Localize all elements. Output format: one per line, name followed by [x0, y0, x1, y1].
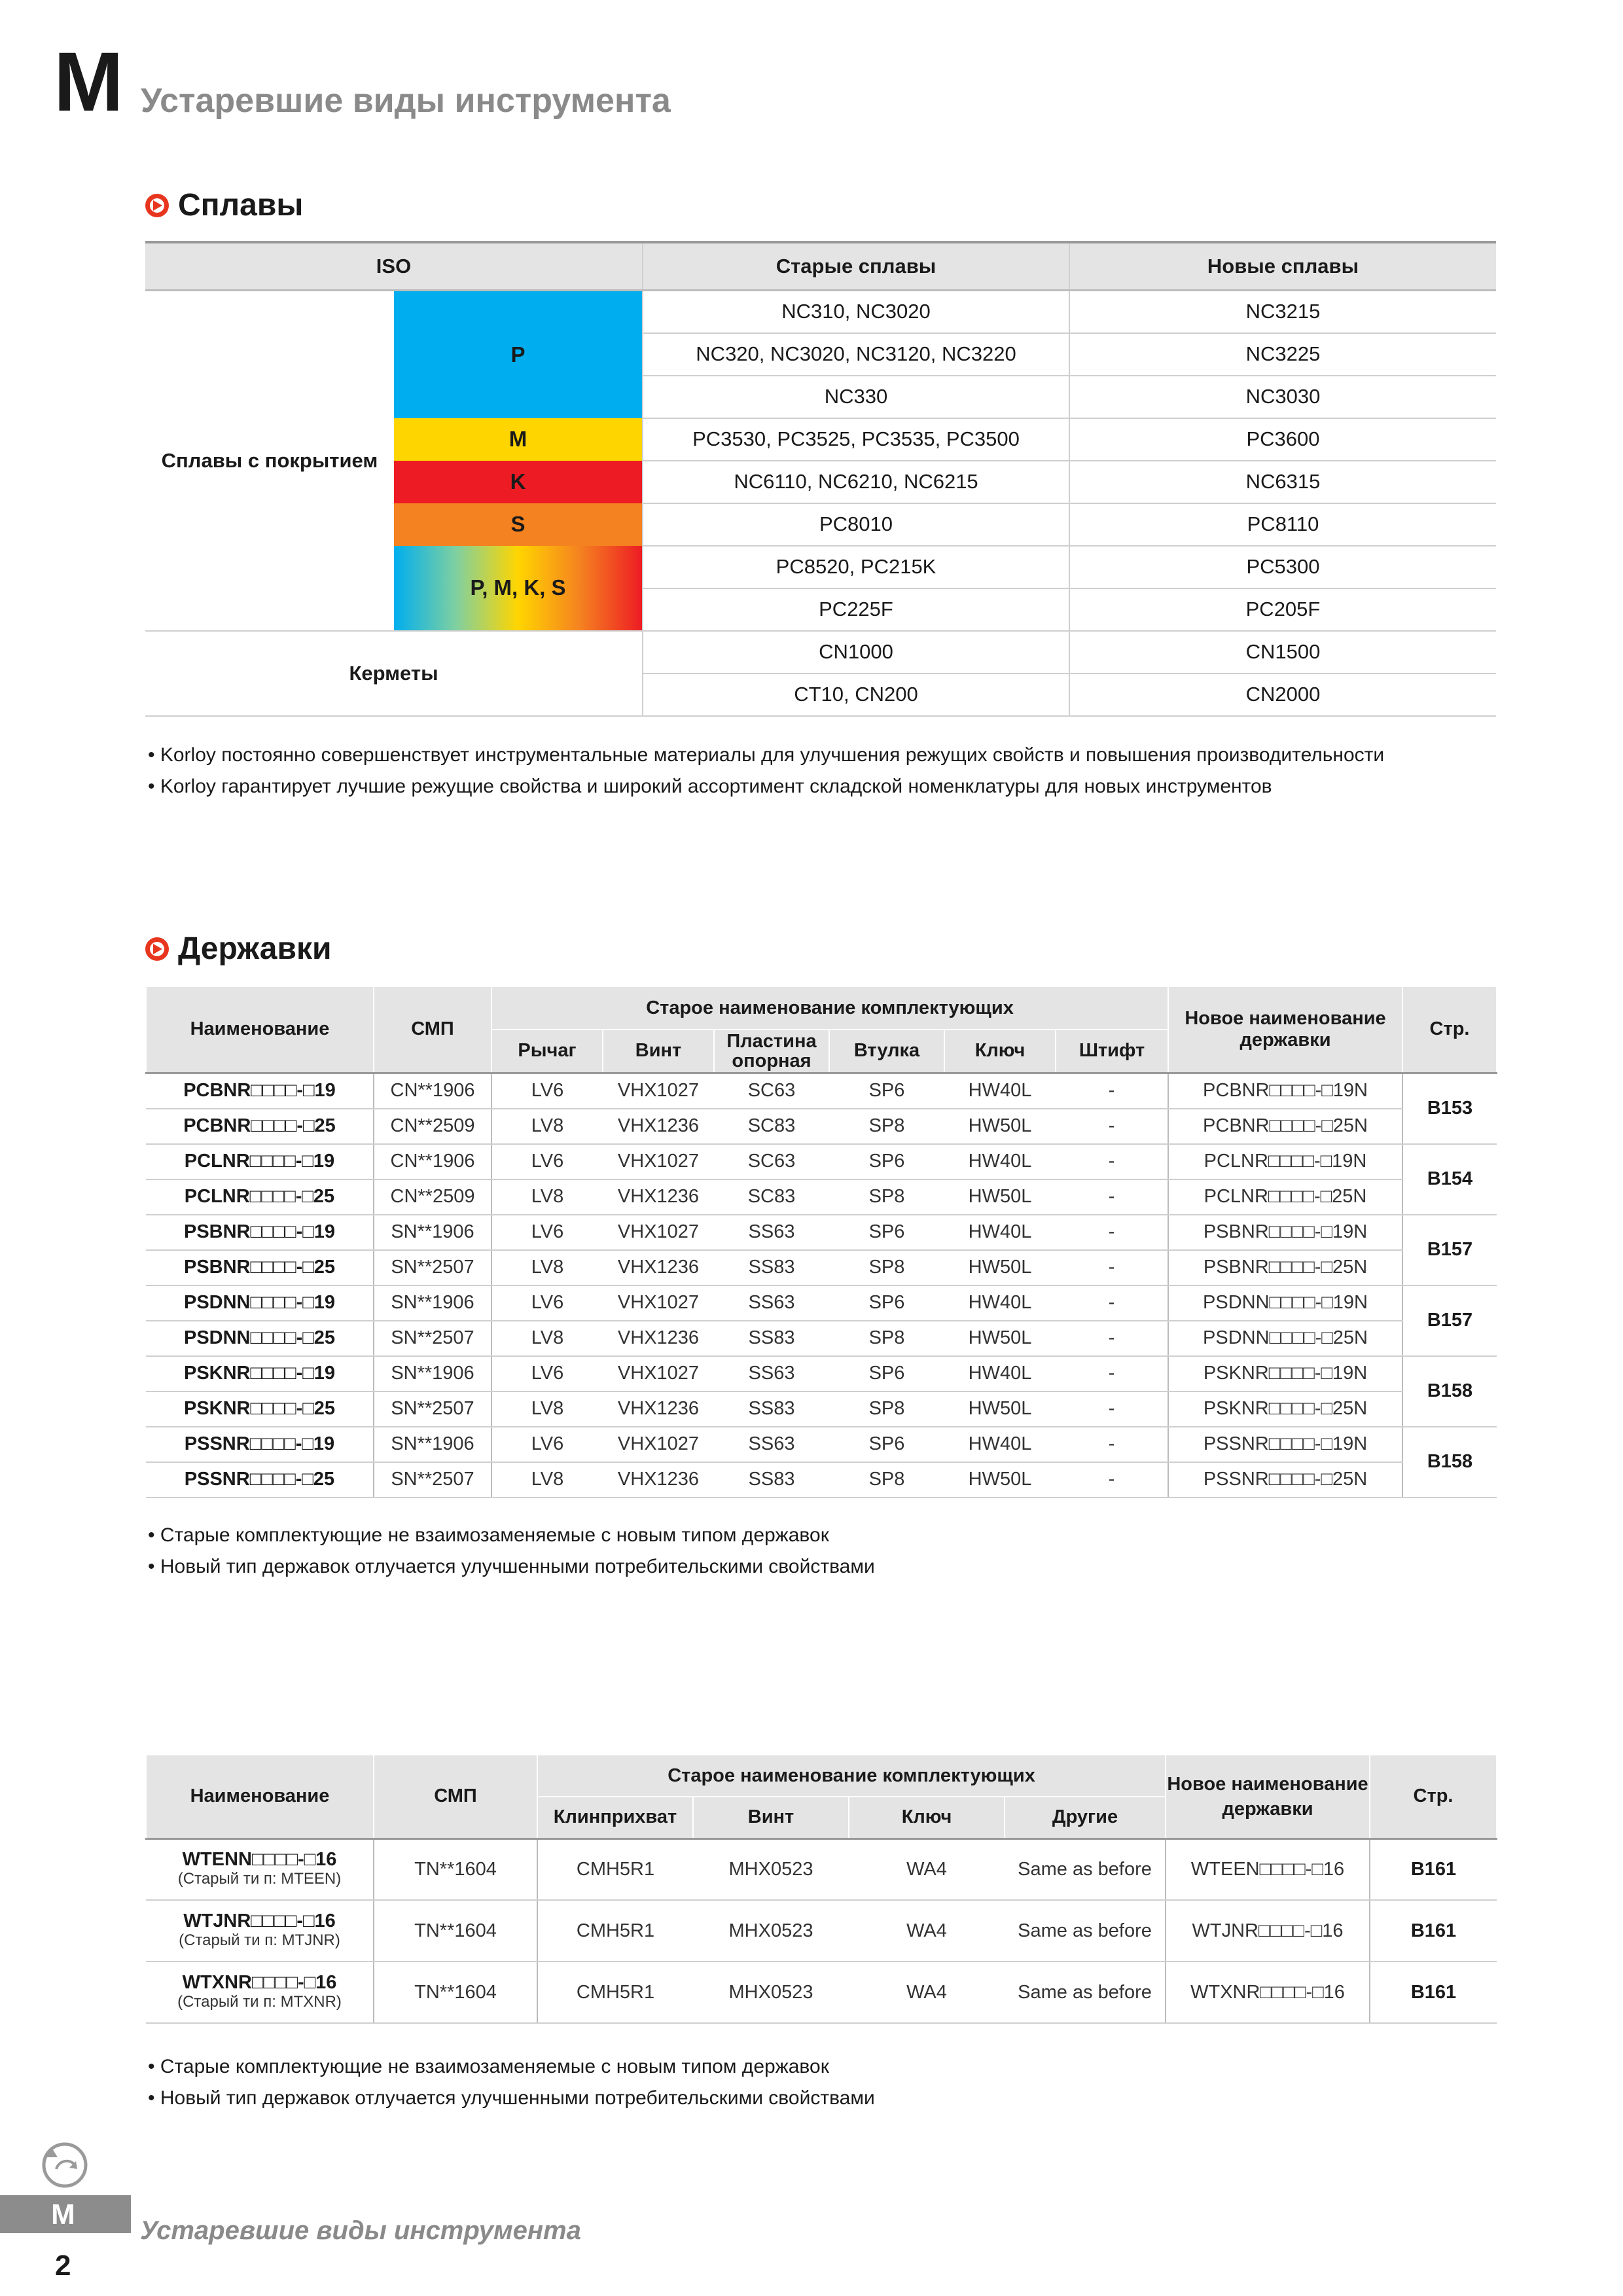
smp-cell: TN**1604 [374, 1900, 537, 1962]
note-line: • Korloy гарантирует лучшие режущие свойства и широкий ассортимент складской номенклатуры для новых инструментов [148, 776, 1272, 797]
other-cell: Same as before [1005, 1900, 1166, 1962]
plate-cell: SC83 [714, 1179, 829, 1215]
page-ref-cell: B161 [1370, 1962, 1497, 2023]
holders-title-text: Державки [178, 931, 332, 966]
old-alloy-cell: PC3530, PC3525, PC3535, PC3500 [643, 418, 1069, 461]
table-row [146, 1144, 1497, 1179]
sleeve-cell: SP6 [829, 1144, 944, 1179]
pin-cell: - [1056, 1073, 1168, 1109]
screw-cell: VHX1027 [603, 1285, 714, 1321]
key-cell: WA4 [849, 1962, 1005, 2023]
plate-cell: SC63 [714, 1144, 829, 1179]
plate-cell: SS63 [714, 1427, 829, 1462]
plate-cell: SS63 [714, 1215, 829, 1250]
section-letter: M [54, 35, 122, 129]
col-pin: Штифт [1056, 1030, 1168, 1073]
screw-cell: MHX0523 [693, 1962, 849, 2023]
lever-cell: LV6 [491, 1427, 603, 1462]
smp-cell: SN**2507 [374, 1250, 491, 1285]
note-line: • Старые комплектующие не взаимозаменяемые с новым типом державок [148, 2056, 829, 2077]
plate-cell: SS83 [714, 1250, 829, 1285]
page-ref-cell: B158 [1402, 1356, 1497, 1427]
key-cell: HW50L [944, 1179, 1056, 1215]
page-ref-cell: B158 [1402, 1427, 1497, 1498]
arrow-circle-icon [145, 194, 169, 217]
col-old-group: Старое наименование комплектующих [537, 1755, 1166, 1797]
smp-cell: SN**2507 [374, 1391, 491, 1427]
plate-cell: SC63 [714, 1073, 829, 1109]
screw-cell: VHX1027 [603, 1356, 714, 1391]
key-cell: HW40L [944, 1073, 1056, 1109]
table-row [146, 1356, 1497, 1391]
new-name-cell: PSSNR□□□□-□25N [1168, 1462, 1402, 1498]
smp-cell: SN**1906 [374, 1427, 491, 1462]
holder-name: WTJNR□□□□-□16 [183, 1910, 336, 1931]
lever-cell: LV6 [491, 1073, 603, 1109]
smp-cell: CN**2509 [374, 1179, 491, 1215]
lever-cell: LV6 [491, 1215, 603, 1250]
sleeve-cell: SP8 [829, 1462, 944, 1498]
pin-cell: - [1056, 1215, 1168, 1250]
sleeve-cell: SP6 [829, 1073, 944, 1109]
clamp-cell: CMH5R1 [537, 1900, 693, 1962]
new-name-cell: PCLNR□□□□-□19N [1168, 1144, 1402, 1179]
plate-cell: SS83 [714, 1321, 829, 1356]
clamp-cell: CMH5R1 [537, 1962, 693, 2023]
key-cell: HW50L [944, 1109, 1056, 1144]
screw-cell: VHX1236 [603, 1462, 714, 1498]
col-page: Стр. [1402, 986, 1497, 1073]
holder-name-cell: PCLNR□□□□-□19 [146, 1144, 374, 1179]
lever-cell: LV8 [491, 1179, 603, 1215]
smp-cell: CN**1906 [374, 1073, 491, 1109]
key-cell: HW40L [944, 1427, 1056, 1462]
plate-cell: SS83 [714, 1391, 829, 1427]
alloys-table [145, 241, 1496, 717]
col-clamp: Клинприхват [537, 1797, 693, 1839]
screw-cell: VHX1027 [603, 1427, 714, 1462]
lever-cell: LV6 [491, 1144, 603, 1179]
clamp-cell: CMH5R1 [537, 1839, 693, 1900]
holder-name-cell: PSKNR□□□□-□25 [146, 1391, 374, 1427]
new-name-cell: PCLNR□□□□-□25N [1168, 1179, 1402, 1215]
screw-cell: VHX1236 [603, 1391, 714, 1427]
lever-cell: LV8 [491, 1109, 603, 1144]
holder-name: WTXNR□□□□-□16 [182, 1972, 337, 1993]
iso-group-p: P [394, 291, 643, 418]
pin-cell: - [1056, 1144, 1168, 1179]
cermet-label: Керметы [145, 631, 643, 716]
page-ref-cell: B157 [1402, 1215, 1497, 1285]
holder-name-cell: PCBNR□□□□-□19 [146, 1073, 374, 1109]
smp-cell: SN**1906 [374, 1356, 491, 1391]
plate-cell: SS63 [714, 1356, 829, 1391]
screw-cell: VHX1236 [603, 1179, 714, 1215]
note-line: • Новый тип державок отлучается улучшенными потребительскими свойствами [148, 2087, 875, 2109]
holder-name-cell: PCBNR□□□□-□25 [146, 1109, 374, 1144]
holder-name-cell: PSSNR□□□□-□19 [146, 1427, 374, 1462]
screw-cell: MHX0523 [693, 1900, 849, 1962]
lever-cell: LV6 [491, 1356, 603, 1391]
lever-cell: LV8 [491, 1462, 603, 1498]
smp-cell: SN**1906 [374, 1215, 491, 1250]
note-line: • Старые комплектующие не взаимозаменяемые с новым типом державок [148, 1524, 829, 1546]
smp-cell: TN**1604 [374, 1839, 537, 1900]
pin-cell: - [1056, 1109, 1168, 1144]
key-cell: HW50L [944, 1391, 1056, 1427]
sleeve-cell: SP8 [829, 1250, 944, 1285]
holder-name-cell: PSDNN□□□□-□25 [146, 1321, 374, 1356]
page-ref-cell: B154 [1402, 1144, 1497, 1215]
old-alloy-cell: PC225F [643, 588, 1069, 631]
smp-cell: SN**2507 [374, 1321, 491, 1356]
header-old-alloys: Старые сплавы [643, 242, 1069, 291]
col-plate: Пластина опорная [714, 1030, 829, 1073]
table-row [146, 1462, 1497, 1498]
alloys-section-title [145, 190, 303, 221]
table-row [146, 1179, 1497, 1215]
holder-name-cell: PSBNR□□□□-□25 [146, 1250, 374, 1285]
table-row [146, 1285, 1497, 1321]
note-line: • Korloy постоянно совершенствует инструментальные материалы для улучшения режущих свойств и повышения производительности [148, 744, 1385, 766]
new-alloy-cell: NC3215 [1069, 291, 1496, 333]
old-alloy-cell: NC310, NC3020 [643, 291, 1069, 333]
smp-cell: CN**1906 [374, 1144, 491, 1179]
new-name-cell: PSSNR□□□□-□19N [1168, 1427, 1402, 1462]
other-cell: Same as before [1005, 1839, 1166, 1900]
col-name: Наименование [146, 1755, 374, 1839]
key-cell: HW40L [944, 1144, 1056, 1179]
key-cell: HW40L [944, 1356, 1056, 1391]
table-row [146, 1109, 1497, 1144]
table-row [146, 1839, 1497, 1900]
holders2-table [145, 1754, 1497, 2024]
col-screw: Винт [603, 1030, 714, 1073]
new-name-cell: WTJNR□□□□-□16 [1166, 1900, 1370, 1962]
plate-cell: SS63 [714, 1285, 829, 1321]
page-ref-cell: B157 [1402, 1285, 1497, 1356]
alloys-notes [148, 740, 1384, 802]
table-row [146, 1321, 1497, 1356]
col-old-group: Старое наименование комплектующих [491, 986, 1168, 1030]
key-cell: WA4 [849, 1900, 1005, 1962]
screw-cell: VHX1236 [603, 1250, 714, 1285]
sleeve-cell: SP6 [829, 1427, 944, 1462]
new-alloy-cell: PC3600 [1069, 418, 1496, 461]
old-type-label: (Старый ти п: MTXNR) [177, 1993, 342, 2011]
new-name-cell: PSDNN□□□□-□19N [1168, 1285, 1402, 1321]
col-page: Стр. [1370, 1755, 1497, 1839]
iso-group-pmks: P, M, K, S [394, 546, 643, 631]
col-lever: Рычаг [491, 1030, 603, 1073]
new-name-cell: PSDNN□□□□-□25N [1168, 1321, 1402, 1356]
old-alloy-cell: NC6110, NC6210, NC6215 [643, 461, 1069, 503]
new-name-cell: WTEEN□□□□-□16 [1166, 1839, 1370, 1900]
page-ref-cell: B161 [1370, 1900, 1497, 1962]
old-alloy-cell: CN1000 [643, 631, 1069, 673]
new-name-cell: PSKNR□□□□-□19N [1168, 1356, 1402, 1391]
header-iso: ISO [145, 242, 643, 291]
new-name-cell: PSKNR□□□□-□25N [1168, 1391, 1402, 1427]
new-alloy-cell: CN2000 [1069, 673, 1496, 716]
col-other: Другие [1005, 1797, 1166, 1839]
sleeve-cell: SP8 [829, 1321, 944, 1356]
table-row [146, 1215, 1497, 1250]
sleeve-cell: SP8 [829, 1109, 944, 1144]
iso-group-s: S [394, 503, 643, 546]
key-cell: HW40L [944, 1215, 1056, 1250]
pin-cell: - [1056, 1391, 1168, 1427]
key-cell: HW50L [944, 1462, 1056, 1498]
screw-cell: VHX1027 [603, 1073, 714, 1109]
header-new-alloys: Новые сплавы [1069, 242, 1496, 291]
pin-cell: - [1056, 1285, 1168, 1321]
col-new-name: Новое наименование державки [1168, 986, 1402, 1073]
smp-cell: TN**1604 [374, 1962, 537, 2023]
new-alloy-cell: PC205F [1069, 588, 1496, 631]
holder-name-cell: PCLNR□□□□-□25 [146, 1179, 374, 1215]
page-ref-cell: B153 [1402, 1073, 1497, 1144]
holders-notes [148, 1520, 875, 1583]
holder-name-cell: PSKNR□□□□-□19 [146, 1356, 374, 1391]
plate-cell: SC83 [714, 1109, 829, 1144]
table-row [146, 1900, 1497, 1962]
key-cell: WA4 [849, 1839, 1005, 1900]
screw-cell: VHX1236 [603, 1109, 714, 1144]
old-alloy-cell: PC8010 [643, 503, 1069, 546]
sleeve-cell: SP6 [829, 1285, 944, 1321]
holder-name-cell [146, 1900, 374, 1962]
col-key: Ключ [849, 1797, 1005, 1839]
screw-cell: MHX0523 [693, 1839, 849, 1900]
key-cell: HW50L [944, 1250, 1056, 1285]
holder-name: WTENN□□□□-□16 [182, 1849, 337, 1871]
pin-cell: - [1056, 1321, 1168, 1356]
new-alloy-cell: PC5300 [1069, 546, 1496, 588]
pin-cell: - [1056, 1462, 1168, 1498]
key-cell: HW50L [944, 1321, 1056, 1356]
pin-cell: - [1056, 1250, 1168, 1285]
new-alloy-cell: NC6315 [1069, 461, 1496, 503]
lever-cell: LV8 [491, 1250, 603, 1285]
sleeve-cell: SP6 [829, 1356, 944, 1391]
old-alloy-cell: NC330 [643, 376, 1069, 418]
col-key: Ключ [944, 1030, 1056, 1073]
page-number: 2 [55, 2250, 71, 2282]
col-name: Наименование [146, 986, 374, 1073]
smp-cell: SN**2507 [374, 1462, 491, 1498]
arrow-circle-icon [145, 937, 169, 961]
coated-alloys-label: Сплавы с покрытием [145, 291, 394, 631]
old-alloy-cell: PC8520, PC215K [643, 546, 1069, 588]
sleeve-cell: SP8 [829, 1179, 944, 1215]
footer-title: Устаревшие виды инструмента [140, 2216, 581, 2245]
smp-cell: CN**2509 [374, 1109, 491, 1144]
holder-name-cell: PSSNR□□□□-□25 [146, 1462, 374, 1498]
table-row [146, 1073, 1497, 1109]
footer-letter: M [51, 2198, 75, 2231]
holder-name-cell [146, 1962, 374, 2023]
sleeve-cell: SP8 [829, 1391, 944, 1427]
lever-cell: LV6 [491, 1285, 603, 1321]
old-type-label: (Старый ти п: MTEEN) [177, 1870, 342, 1888]
new-name-cell: WTXNR□□□□-□16 [1166, 1962, 1370, 2023]
col-smp: СМП [374, 986, 491, 1073]
other-cell: Same as before [1005, 1962, 1166, 2023]
table-row [146, 1391, 1497, 1427]
new-name-cell: PSBNR□□□□-□25N [1168, 1250, 1402, 1285]
new-alloy-cell: NC3225 [1069, 333, 1496, 376]
holders-table [145, 986, 1497, 1498]
new-alloy-cell: CN1500 [1069, 631, 1496, 673]
new-name-cell: PSBNR□□□□-□19N [1168, 1215, 1402, 1250]
note-line: • Новый тип державок отлучается улучшенными потребительскими свойствами [148, 1556, 875, 1577]
screw-cell: VHX1027 [603, 1144, 714, 1179]
screw-cell: VHX1236 [603, 1321, 714, 1356]
col-screw: Винт [693, 1797, 849, 1839]
iso-group-m: M [394, 418, 643, 461]
new-name-cell: PCBNR□□□□-□25N [1168, 1109, 1402, 1144]
col-sleeve: Втулка [829, 1030, 944, 1073]
holder-name-cell: PSDNN□□□□-□19 [146, 1285, 374, 1321]
sleeve-cell: SP6 [829, 1215, 944, 1250]
new-alloy-cell: NC3030 [1069, 376, 1496, 418]
new-name-cell: PCBNR□□□□-□19N [1168, 1073, 1402, 1109]
plate-cell: SS83 [714, 1462, 829, 1498]
col-new-name: Новое наименование державки [1166, 1755, 1370, 1839]
old-alloy-cell: NC320, NC3020, NC3120, NC3220 [643, 333, 1069, 376]
pin-cell: - [1056, 1356, 1168, 1391]
pin-cell: - [1056, 1427, 1168, 1462]
table-row [146, 1427, 1497, 1462]
page-title: Устаревшие виды инструмента [141, 82, 671, 120]
smp-cell: SN**1906 [374, 1285, 491, 1321]
iso-group-k: K [394, 461, 643, 503]
col-smp: СМП [374, 1755, 537, 1839]
table-row [146, 1250, 1497, 1285]
refresh-icon [37, 2135, 93, 2191]
holder-name-cell [146, 1839, 374, 1900]
holder-name-cell: PSBNR□□□□-□19 [146, 1215, 374, 1250]
holders-section-title [145, 933, 332, 965]
lever-cell: LV8 [491, 1321, 603, 1356]
new-alloy-cell: PC8110 [1069, 503, 1496, 546]
table-row [146, 1962, 1497, 2023]
lever-cell: LV8 [491, 1391, 603, 1427]
key-cell: HW40L [944, 1285, 1056, 1321]
holders2-notes [148, 2051, 875, 2114]
alloys-title-text: Сплавы [178, 188, 304, 223]
pin-cell: - [1056, 1179, 1168, 1215]
screw-cell: VHX1027 [603, 1215, 714, 1250]
page-ref-cell: B161 [1370, 1839, 1497, 1900]
old-alloy-cell: CT10, CN200 [643, 673, 1069, 716]
old-type-label: (Старый ти п: MTJNR) [179, 1931, 340, 1949]
